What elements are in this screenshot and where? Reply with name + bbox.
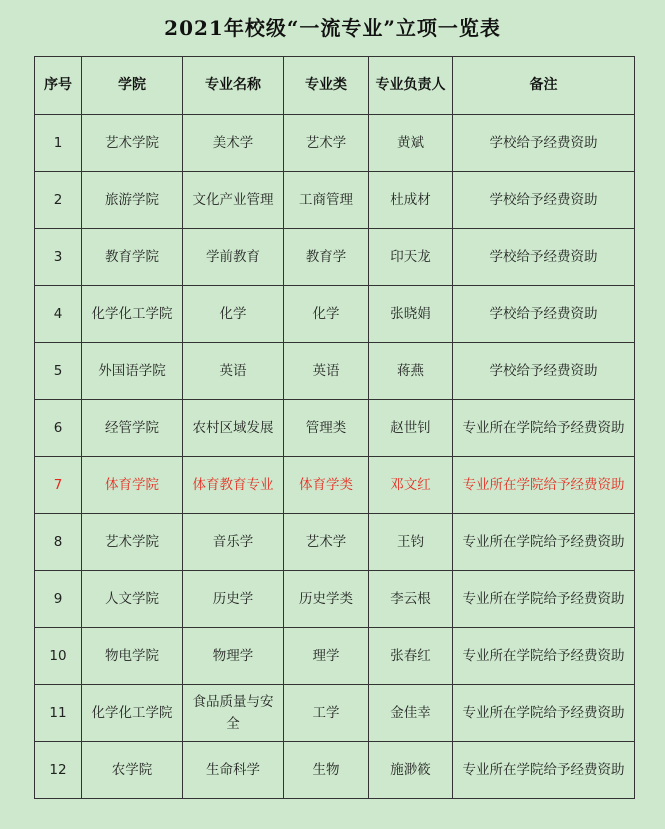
- cell-major: 英语: [183, 343, 284, 400]
- cell-major: 学前教育: [183, 229, 284, 286]
- cell-note: 专业所在学院给予经费资助: [453, 514, 635, 571]
- cell-note: 学校给予经费资助: [453, 115, 635, 172]
- header-lead: 专业负责人: [369, 57, 453, 115]
- cell-lead: 印天龙: [369, 229, 453, 286]
- cell-college: 艺术学院: [82, 514, 183, 571]
- cell-college: 人文学院: [82, 571, 183, 628]
- cell-major: 音乐学: [183, 514, 284, 571]
- cell-major: 化学: [183, 286, 284, 343]
- table-row: [35, 343, 635, 400]
- cell-no: 12: [35, 742, 82, 799]
- cell-major: 物理学: [183, 628, 284, 685]
- table-row: [35, 514, 635, 571]
- table-row: [35, 229, 635, 286]
- header-type: 专业类: [284, 57, 369, 115]
- page-title: 2021年校级“一流专业”立项一览表: [164, 16, 501, 40]
- cell-type: 体育学类: [284, 457, 369, 514]
- cell-note: 专业所在学院给予经费资助: [453, 571, 635, 628]
- cell-major: 农村区域发展: [183, 400, 284, 457]
- table-row: [35, 457, 635, 514]
- cell-college: 化学化工学院: [82, 286, 183, 343]
- cell-no: 2: [35, 172, 82, 229]
- header-college: 学院: [82, 57, 183, 115]
- cell-major: 历史学: [183, 571, 284, 628]
- table-row: [35, 172, 635, 229]
- cell-type: 历史学类: [284, 571, 369, 628]
- cell-note: 专业所在学院给予经费资助: [453, 457, 635, 514]
- cell-lead: 张晓娟: [369, 286, 453, 343]
- cell-college: 艺术学院: [82, 115, 183, 172]
- cell-type: 生物: [284, 742, 369, 799]
- cell-note: 学校给予经费资助: [453, 172, 635, 229]
- cell-type: 工学: [284, 685, 369, 742]
- cell-major: 文化产业管理: [183, 172, 284, 229]
- cell-type: 工商管理: [284, 172, 369, 229]
- cell-no: 4: [35, 286, 82, 343]
- cell-no: 6: [35, 400, 82, 457]
- cell-college: 化学化工学院: [82, 685, 183, 742]
- cell-no: 3: [35, 229, 82, 286]
- cell-lead: 杜成材: [369, 172, 453, 229]
- cell-lead: 张春红: [369, 628, 453, 685]
- cell-lead: 黄斌: [369, 115, 453, 172]
- cell-type: 英语: [284, 343, 369, 400]
- header-major: 专业名称: [183, 57, 284, 115]
- table-row: [35, 685, 635, 742]
- cell-lead: 李云根: [369, 571, 453, 628]
- cell-no: 9: [35, 571, 82, 628]
- cell-type: 管理类: [284, 400, 369, 457]
- cell-lead: 邓文红: [369, 457, 453, 514]
- cell-lead: 施渺筱: [369, 742, 453, 799]
- table-row: [35, 400, 635, 457]
- cell-type: 教育学: [284, 229, 369, 286]
- cell-type: 艺术学: [284, 115, 369, 172]
- cell-college: 体育学院: [82, 457, 183, 514]
- cell-note: 学校给予经费资助: [453, 343, 635, 400]
- cell-no: 1: [35, 115, 82, 172]
- cell-type: 艺术学: [284, 514, 369, 571]
- table-row: [35, 628, 635, 685]
- cell-note: 专业所在学院给予经费资助: [453, 628, 635, 685]
- cell-type: 化学: [284, 286, 369, 343]
- cell-lead: 王钧: [369, 514, 453, 571]
- cell-type: 理学: [284, 628, 369, 685]
- cell-note: 专业所在学院给予经费资助: [453, 400, 635, 457]
- cell-no: 7: [35, 457, 82, 514]
- cell-note: 专业所在学院给予经费资助: [453, 742, 635, 799]
- cell-lead: 蒋燕: [369, 343, 453, 400]
- cell-no: 5: [35, 343, 82, 400]
- cell-college: 经管学院: [82, 400, 183, 457]
- header-no: 序号: [35, 57, 82, 115]
- cell-college: 农学院: [82, 742, 183, 799]
- cell-major: 食品质量与安全: [183, 685, 284, 742]
- table-row: [35, 286, 635, 343]
- cell-lead: 赵世钊: [369, 400, 453, 457]
- table-header-row: [35, 57, 635, 115]
- cell-no: 11: [35, 685, 82, 742]
- cell-college: 物电学院: [82, 628, 183, 685]
- cell-note: 专业所在学院给予经费资助: [453, 685, 635, 742]
- header-note: 备注: [453, 57, 635, 115]
- cell-major: 生命科学: [183, 742, 284, 799]
- table-row: [35, 571, 635, 628]
- cell-no: 8: [35, 514, 82, 571]
- cell-college: 外国语学院: [82, 343, 183, 400]
- cell-note: 学校给予经费资助: [453, 229, 635, 286]
- cell-major: 体育教育专业: [183, 457, 284, 514]
- cell-major: 美术学: [183, 115, 284, 172]
- cell-no: 10: [35, 628, 82, 685]
- major-table: [34, 56, 635, 799]
- cell-lead: 金佳幸: [369, 685, 453, 742]
- cell-college: 教育学院: [82, 229, 183, 286]
- cell-note: 学校给予经费资助: [453, 286, 635, 343]
- table-row: [35, 742, 635, 799]
- cell-college: 旅游学院: [82, 172, 183, 229]
- table-row: [35, 115, 635, 172]
